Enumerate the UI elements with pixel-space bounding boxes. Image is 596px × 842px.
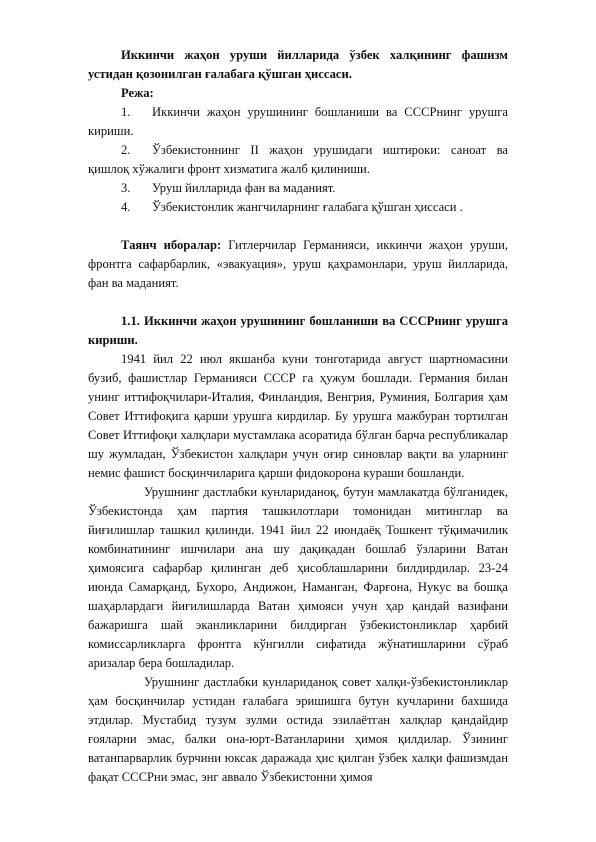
plan-item-number: 4. [121, 200, 131, 214]
plan-item-number: 2. [121, 143, 131, 157]
plan-item-number: 3. [121, 181, 131, 195]
plan-item [88, 103, 508, 141]
document-page [88, 46, 508, 787]
plan-item [88, 198, 508, 217]
plan-item-text: Иккинчи жаҳон урушининг бошланиши ва СССРнинг урушга кириши. [88, 105, 508, 138]
keywords-label: Таянч иборалар: [121, 238, 222, 252]
keywords-paragraph [88, 236, 508, 293]
body-paragraph: Урушнинг дастлабки кунлариданоқ, бутун мамлакатда бўлганидек, Ўзбекистонда ҳам партия ташкилотлари томонидан митинглар ва йиғилишлар ташкил қилинди. 1941 йил 22 июндаёқ Тошкент тўқимачилик комбинатининг ишчилари ана шу дақиқадан бошлаб ўзларини Ватан ҳимоясига сафарбар қилинган деб ҳисоблашларини билдирдилар. 23-24 июнда Самарқанд, Бухоро, Андижон, Наманган, Фарғона, Нукус ва бошқа шаҳарлардаги йиғилишларда Ватан ҳимояси учун ҳар қандай вазифани бажаришга шай эканликларини билдирган ўзбекистонликлар ҳарбий комиссарликларга фронтга кўнгилли сифатида жўнатишларини сўраб аризалар бера бошладилар. [88, 485, 508, 670]
plan-item-number: 1. [121, 105, 131, 119]
plan-item-text: Уруш йилларида фан ва маданият. [152, 181, 336, 195]
keywords-text: Гитлерчилар Германияси, иккинчи жаҳон уруши, фронтга сафарбарлик, «эвакуация», уруш қаҳрамонлари, уруш йилларида, фан ва маданият. [88, 238, 509, 290]
plan-label: Режа: [121, 86, 154, 100]
body-paragraph: Урушнинг дастлабки кунлариданоқ совет халқи-ўзбекистонликлар ҳам босқинчилар устидан ғалабага эришишга бутун кучларини бахшида этдилар. Мустабид тузум зулми остида эзилаётган халқлар қандайдир ғояларни эмас, балки она-юрт-Ватанларини ҳимоя қилдилар. Ўзининг ватанпарварлик бурчини юксак даражада ҳис қилган ўзбек халқи фашизмдан фақат СССРни эмас, энг аввало Ўзбекистонни ҳимоя [88, 675, 508, 784]
plan-item-text: Ўзбекистоннинг II жаҳон урушидаги иштироки: саноат ва қишлоқ хўжалиги фронт хизматига жалб қилиниши. [88, 143, 508, 176]
plan-item [88, 179, 508, 198]
body-paragraph: 1941 йил 22 июл якшанба куни тонготарида август шартномасини бузиб, фашистлар Германияси СССР га ҳужум бошлади. Германия билан унинг иттифоқчилари-Италия, Финландия, Венгрия, Руминия, Болгария ҳам Совет Иттифоқига қарши урушга кирдилар. Бу урушга мажбуран тортилган Совет Иттифоқи халқлари мустамлака асоратида бўлган барча республикалар шу жумладан, Ўзбекистон халқлари учун оғир синовлар вақти ва уларнинг немис фашист босқинчиларига қарши фидокорона кураши бошланди. [88, 352, 508, 480]
plan-item-text: Ўзбекистонлик жангчиларнинг ғалабага қўшган ҳиссаси . [152, 200, 463, 214]
section-heading: 1.1. Иккинчи жаҳон урушининг бошланиши ва СССРнинг урушга кириши. [88, 314, 508, 347]
document-title: Иккинчи жаҳон уруши йилларида ўзбек халқининг фашизм устидан қозонилган ғалабага қўшган ҳиссаси. [88, 48, 508, 81]
plan-item [88, 141, 508, 179]
